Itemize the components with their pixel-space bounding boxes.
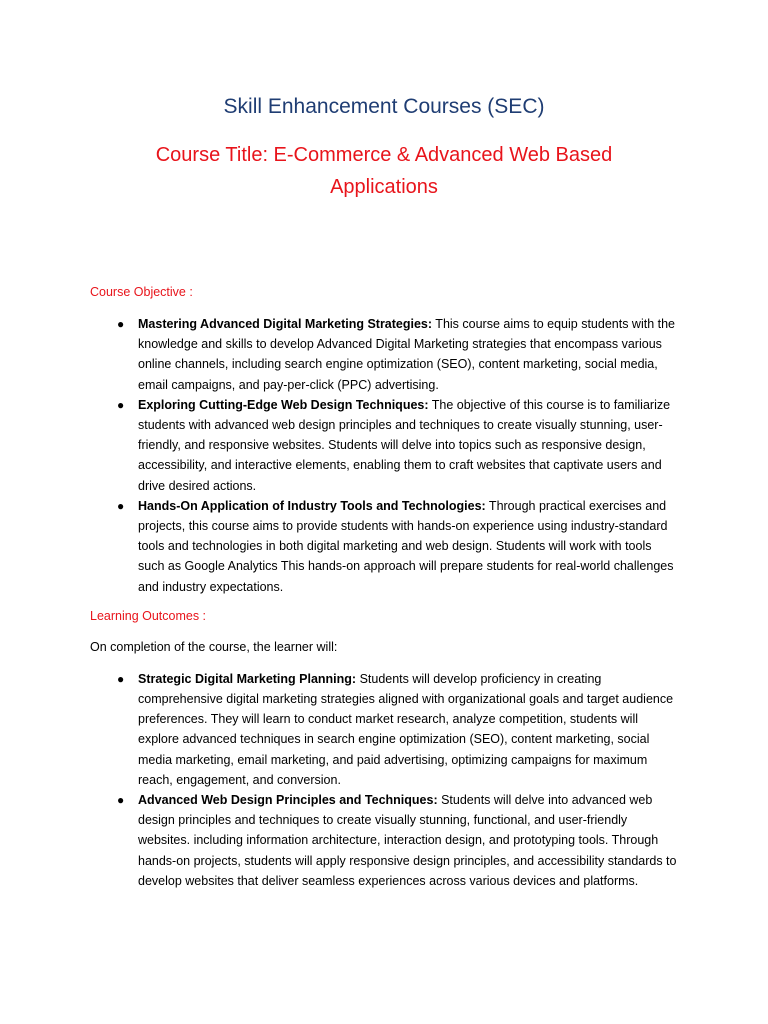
course-title: Course Title: E-Commerce & Advanced Web Based Applications xyxy=(155,144,613,198)
bullet-icon: ● xyxy=(117,397,125,412)
list-item-lead: Mastering Advanced Digital Marketing Strategies: xyxy=(138,317,433,331)
list-item-lead: Strategic Digital Marketing Planning: xyxy=(138,671,357,686)
document-heading: Skill Enhancement Courses (SEC) xyxy=(223,95,545,118)
bullet-icon: ● xyxy=(117,317,125,331)
list-item xyxy=(117,496,678,597)
list-item-text: Students will develop proficiency in creating comprehensive digital marketing strategies aligned with organizational goals and target audience preferences. They will learn to conduct market research, analyze competition, students will explore advanced techniques in search engine optimization (SEO), content marketing, social media marketing, email marketing, and paid advertising, optimizing campaigns for maximum reach, engagement, and conversion. xyxy=(138,671,674,787)
list-item xyxy=(117,669,678,790)
course-objective-heading: Course Objective : xyxy=(90,285,193,299)
bullet-icon: ● xyxy=(117,498,125,513)
bullet-icon: ● xyxy=(117,793,125,808)
list-item xyxy=(117,790,678,891)
list-item-text: Through practical exercises and projects, this course aims to provide students with hands-on experience using industry-standard tools and technologies in both digital marketing and web design. Students will work with tools such as Google Analytics This hands-on approach will prepare students for real-world challenges and industry expectations. xyxy=(138,498,674,594)
bullet-icon: ● xyxy=(117,671,125,686)
list-item-text: Students will delve into advanced web design principles and techniques to create visually stunning, functional, and user-friendly websites. including information architecture, interaction design, and prototyping tools. Through hands-on projects, students will apply responsive design principles, and accessibility standards to develop websites that deliver seamless experiences across various devices and platforms. xyxy=(138,793,677,888)
list-item xyxy=(117,395,678,496)
learning-outcomes-heading: Learning Outcomes : xyxy=(90,608,207,623)
learning-outcomes-list xyxy=(90,669,678,891)
list-item-text: The objective of this course is to familiarize students with advanced web design principles and techniques to create visually stunning, user-friendly, and responsive websites. Students will delve into topics such as responsive design, accessibility, and interactive elements, enabling them to craft websites that captivate users and drive desired actions. xyxy=(138,397,671,493)
list-item-text: This course aims to equip students with the knowledge and skills to develop Advanced Digital Marketing strategies that encompass various online channels, including search engine optimization (SEO), content marketing, social media, email campaigns, and pay-per-click (PPC) advertising. xyxy=(138,317,676,392)
list-item xyxy=(117,314,678,395)
list-item-lead: Exploring Cutting-Edge Web Design Techniques: xyxy=(138,397,429,412)
course-objective-list xyxy=(90,314,678,597)
list-item-lead: Hands-On Application of Industry Tools and Technologies: xyxy=(138,498,486,513)
learning-outcomes-intro: On completion of the course, the learner will: xyxy=(90,639,338,654)
list-item-lead: Advanced Web Design Principles and Techniques: xyxy=(138,793,438,808)
